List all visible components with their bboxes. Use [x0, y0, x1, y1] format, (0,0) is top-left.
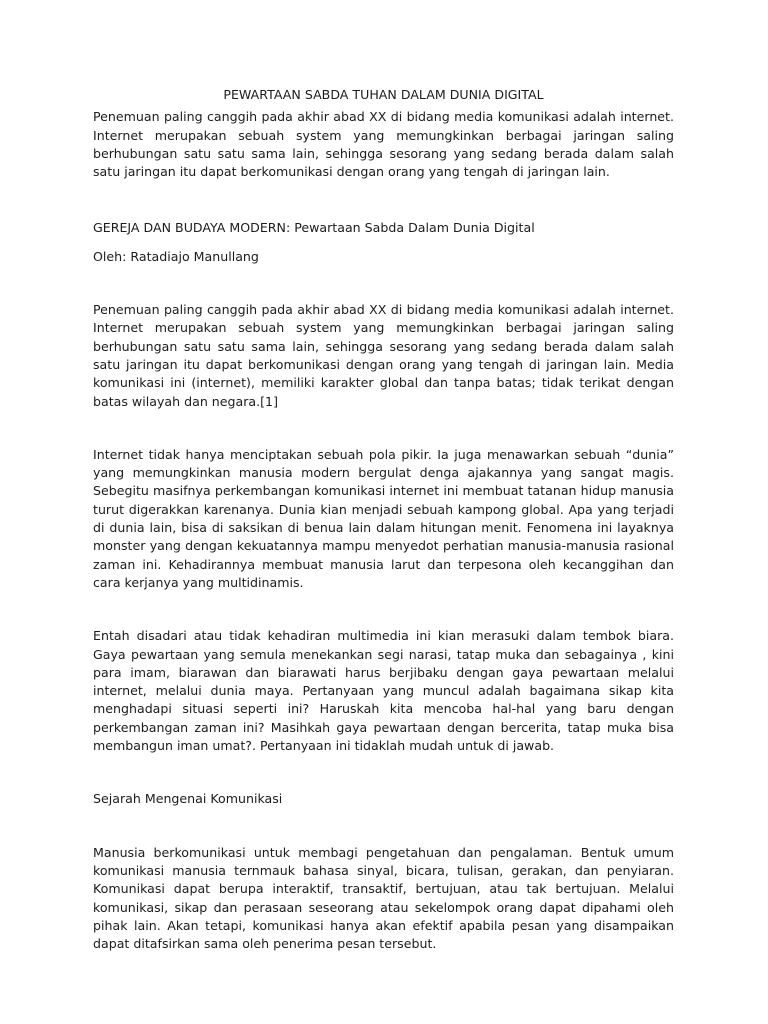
- document-title: PEWARTAAN SABDA TUHAN DALAM DUNIA DIGITAL: [223, 87, 544, 102]
- intro-paragraph: Penemuan paling canggih pada akhir abad XX di bidang media komunikasi adalah internet. Internet merupakan sebuah system yang memungkinkan berbagai jaringan saling berhubungan satu satu sama lain, sehingga sesorang yang sedang berada dalam salah satu jaringan itu dapat berkomunikasi dengan orang yang tengah di jaringan lain.: [93, 109, 674, 180]
- section-paragraph: Manusia berkomunikasi untuk membagi pengetahuan dan pengalaman. Bentuk umum komunikasi manusia ternmauk bahasa sinyal, bicara, tulisan, gerakan, dan penyiaran. Komunikasi dapat berupa interaktif, transaktif, bertujuan, atau tak bertujuan. Melalui komunikasi, sikap dan perasaan seseorang atau sekelompok orang dapat dipahami oleh pihak lain. Akan tetapi, komunikasi hanya akan efektif apabila pesan yang disampaikan dapat ditafsirkan sama oleh penerima pesan tersebut.: [93, 844, 674, 952]
- document-page: [93, 86, 674, 953]
- body-paragraph: Penemuan paling canggih pada akhir abad XX di bidang media komunikasi adalah internet. Internet merupakan sebuah system yang memungkinkan berbagai jaringan saling berhubungan satu satu sama lain, sehingga sesorang yang sedang berada dalam salah satu jaringan itu dapat berkomunikasi dengan orang yang tengah di jaringan lain. Media komunikasi ini (internet), memiliki karakter global dan tanpa batas; tidak terikat dengan batas wilayah dan negara.[1]: [93, 302, 674, 409]
- body-paragraph: Internet tidak hanya menciptakan sebuah pola pikir. Ia juga menawarkan sebuah “dunia” yang memungkinkan manusia modern bergulat denga ajakannya yang sangat magis. Sebegitu masifnya perkembangan komunikasi internet ini membuat tatanan hidup manusia turut digerakkan karenanya. Dunia kian menjadi sebuah kampong global. Apa yang terjadi di dunia lain, bisa di saksikan di benua lain dalam hitungan menit. Fenomena ini layaknya monster yang dengan kekuatannya mampu menyedot perhatian manusia-manusia rasional zaman ini. Kehadirannya membuat manusia larut dan terpesona oleh kecanggihan dan cara kerjanya yang multidinamis.: [93, 446, 674, 590]
- body-paragraph: Entah disadari atau tidak kehadiran multimedia ini kian merasuki dalam tembok biara. Gaya pewartaan yang semula menekankan segi narasi, tatap muka dan sebagainya , kini para imam, biarawan dan biarawati harus berjibaku dengan gaya pewartaan melalui internet, melalui dunia maya. Pertanyaan yang muncul adalah bagaimana sikap kita menghadapi situasi seperti ini? Haruskah kita mencoba hal-hal yang baru dengan perkembangan zaman ini? Masihkah gaya pewartaan dengan bercerita, tatap muka bisa membangun iman umat?. Pertanyaan ini tidaklah mudah untuk di jawab.: [93, 628, 674, 754]
- section-heading: Sejarah Mengenai Komunikasi: [93, 791, 283, 807]
- article-subtitle: GEREJA DAN BUDAYA MODERN: Pewartaan Sabda Dalam Dunia Digital: [93, 220, 535, 236]
- author-line: Oleh: Ratadiajo Manullang: [93, 248, 259, 264]
